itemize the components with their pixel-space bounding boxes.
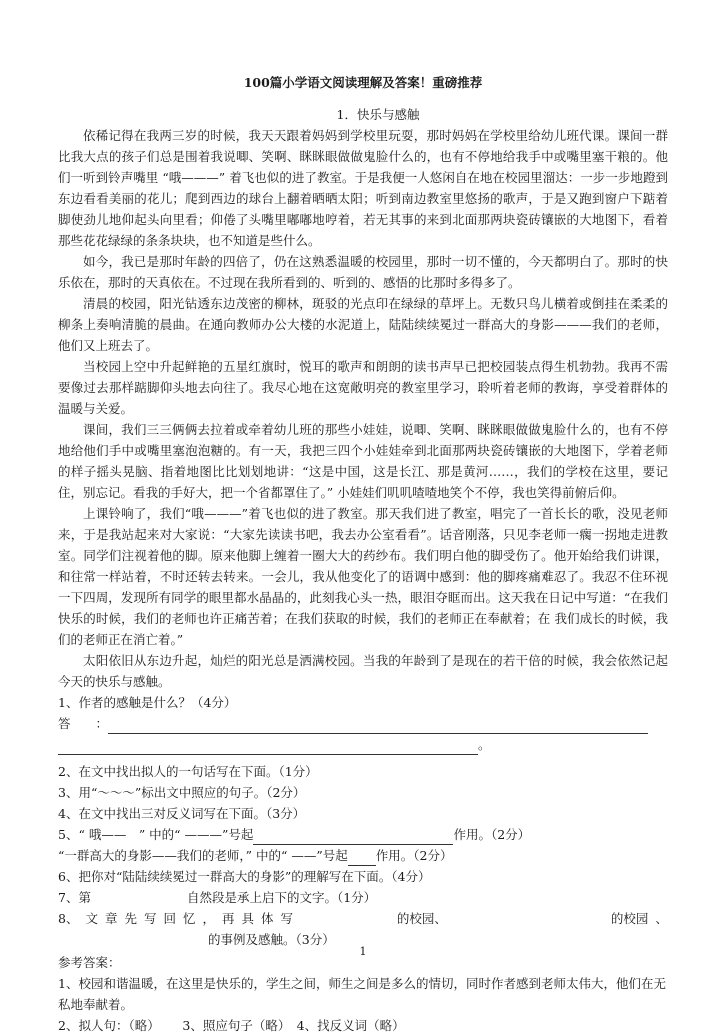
page-number: 1 <box>359 945 367 958</box>
question-7-text: 7、第 <box>58 890 91 905</box>
question-5 <box>58 824 668 845</box>
article-paragraph: 清晨的校园，阳光钻透东边茂密的柳林，斑驳的光点印在绿绿的草坪上。无数只鸟儿横着或倒挂在柔柔的柳条上奏响清脆的晨曲。在通向教师办公大楼的水泥道上，陆陆续续冕过一群高大的身影———我们的老师，他们又上班去了。 <box>58 296 668 353</box>
question-5-text: 5、“ 哦—— ” 中的“ ———”号起 <box>58 827 254 842</box>
question-8 <box>58 908 668 929</box>
q8-part: 具 <box>241 911 254 926</box>
q8-part: 的校园、 <box>396 911 447 926</box>
document-page <box>58 0 668 1033</box>
q8-part: 先 <box>124 911 137 926</box>
q8-part: 再 <box>221 911 235 926</box>
article-title: 1．快乐与感触 <box>336 107 420 122</box>
question-5-text-4: 作用。（2分） <box>375 848 453 863</box>
question-7-text-2: 自然段是承上启下的文字。（1分） <box>186 890 377 905</box>
answer-blank[interactable] <box>253 830 453 845</box>
answers-heading: 参考答案： <box>58 955 121 970</box>
question-5-text-2: 作用。（2分） <box>453 827 531 842</box>
document-body <box>58 104 668 1036</box>
question-1-answer-line-2 <box>58 734 668 755</box>
document-title: 100篇小学语文阅读理解及答案！重磅推荐 <box>243 75 483 90</box>
article-paragraph: 太阳依旧从东边升起，灿烂的阳光总是洒满校园。当我的年龄到了是现在的若干倍的时候，我会依然记起今天的快乐与感触。 <box>58 653 668 689</box>
question-1-answer-line <box>58 713 668 734</box>
q8-part: 8、 <box>58 911 79 926</box>
question-1 <box>58 692 668 713</box>
answer-end: 。 <box>478 737 491 752</box>
answer-1: 1、校园和谐温暖，在这里是快乐的，学生之间，师生之间是多么的情切，同时作者感到老师太伟大，他们在无私地奉献着。 <box>58 976 666 1012</box>
article-paragraph: 课间，我们三三俩俩去拉着或牵着幼儿班的那些小娃娃，说唧、笑啊、眯眯眼做做鬼脸什么的，也有不停地给他们手中或嘴里塞泡泡糖的。有一天，我把三四个小娃娃牵到北面那两块瓷砖镶嵌的大地图下，学着老师的样子摇头晃脑、指着地图比比划划地讲：“这是中国，这是长江、那是黄河……，我们的学校在这里，要记住，别忘记。看我的手好大，把一个省都罩住了。” 小娃娃们叽叽喳喳地笑个不停，我也笑得前俯后仰。 <box>58 422 668 500</box>
q8-part: 忆 <box>182 911 196 926</box>
question-1-text: 1、作者的感触是什么？（4分） <box>58 695 237 710</box>
question-4: 4、在文中找出三对反义词写在下面。（3分） <box>58 806 306 821</box>
q8-part: 文 <box>85 911 98 926</box>
answer-label: 答 ： <box>58 716 109 731</box>
answer-blank[interactable] <box>348 851 376 866</box>
question-5-text-3: “一群高大的身影——我们的老师，” 中的“ ——”号起 <box>58 848 348 863</box>
question-3: 3、用“～～～”标出文中照应的句子。（2分） <box>58 785 306 800</box>
q8-part: ， <box>202 911 215 926</box>
article-paragraph: 当校园上空中升起鲜艳的五星红旗时，悦耳的歌声和朗朗的读书声早已把校园装点得生机勃勃。我再不需要像过去那样踮脚仰头地去向往了。我尽心地在这宽敞明亮的教室里学习，聆听着老师的教诲，享受着群体的温暖与关爱。 <box>58 359 668 416</box>
question-7 <box>58 887 668 908</box>
q8-part: 、 <box>655 911 668 926</box>
q8-part: 写 <box>280 911 293 926</box>
answer-blank[interactable] <box>58 740 478 755</box>
question-6: 6、把你对“陆陆续续冕过一群高大的身影”的理解写在下面。（4分） <box>58 869 431 884</box>
article-paragraph: 依稀记得在我两三岁的时候，我天天跟着妈妈到学校里玩耍，那时妈妈在学校里给幼儿班代课。课间一群比我大点的孩子们总是围着我说唧、笑啊、眯眯眼做做鬼脸什么的，也有不停地给我手中或嘴里塞干粮的。他们一听到铃声嘴里 “哦———” 着飞也似的进了教室。于是我便一人悠闲自在地在校园里溜达：一步一步地蹬到东边看看美丽的花儿；爬到西边的球台上翻着晒晒太阳；听到南边教室里悠扬的歌声，于是又跑到窗户下踮着脚使劲儿地仰起头向里看；仰倦了头嘴里嘟嘟地哼着，若无其事的来到北面那两块瓷砖镶嵌的大地图下，看着那些花花绿绿的条条块块，也不知道是些什么。 <box>58 128 668 248</box>
answer-2: 2、拟人句：（略） 3、照应句子（略） 4、找反义词（略） <box>58 1018 405 1033</box>
question-8-tail: 的事例及感触。（3分） <box>208 932 335 947</box>
q8-part: 的校园 <box>610 911 649 926</box>
q8-part: 写 <box>143 911 157 926</box>
q8-part: 回 <box>163 911 176 926</box>
q8-part: 体 <box>260 911 274 926</box>
q8-part: 章 <box>104 911 118 926</box>
answer-blank[interactable] <box>108 719 648 734</box>
article-paragraph: 如今，我已是那时年龄的四倍了，仍在这熟悉温暖的校园里，那时一切不懂的，今天都明白了。那时的快乐依在，那时的天真依在。不过现在我所看到的、听到的、感悟的比那时多得多了。 <box>58 254 668 290</box>
question-2: 2、在文中找出拟人的一句话写在下面。（1分） <box>58 764 318 779</box>
question-5-part-2 <box>58 845 668 866</box>
article-paragraph: 上课铃响了，我们“哦———”着飞也似的进了教室。那天我们进了教室，唱完了一首长长的歌，没见老师来，于是我站起来对大家说：“大家先读读书吧，我去办公室看看”。话音刚落，只见李老师一瘸一拐地走进教室。同学们注视着他的脚。原来他脚上缠着一圈大大的药纱布。我们明白他的脚受伤了。他开始给我们讲课，和往常一样站着，不时还转去转来。一会儿，我从他变化了的语调中感到：他的脚疼痛难忍了。我忍不住环视一下四周，发现所有同学的眼里都水晶晶的，此刻我心头一热，眼泪夺眶而出。这天我在日记中写道：“在我们快乐的时候，我们的老师也许正痛苦着；在我们获取的时候，我们的老师正在奉献着；在 我们成长的时候，我们的老师正在消亡着。” <box>58 506 668 647</box>
